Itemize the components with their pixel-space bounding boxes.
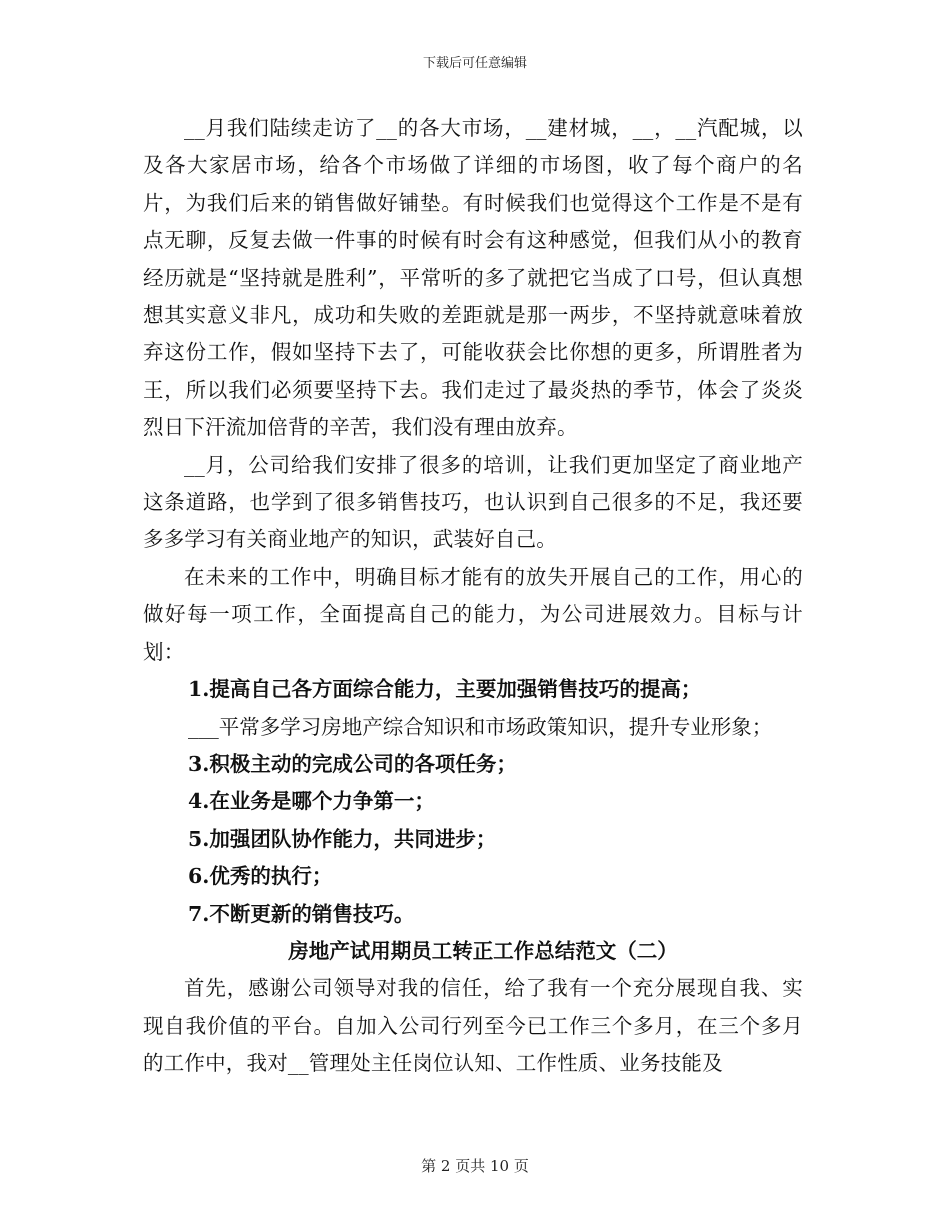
list-item: 6.优秀的执行；	[188, 864, 333, 889]
list-item: 3.积极主动的完成公司的各项任务；	[188, 751, 517, 776]
list-item: 7.不断更新的销售技巧。	[188, 901, 415, 926]
page-header: 下载后可任意编辑	[422, 56, 527, 71]
paragraph-gratitude: 首先，感谢公司领导对我的信任，给了我有一个充分展现自我、实现自我价值的平台。自加入公司行列至今已工作三个多月，在三个多月的工作中，我对__管理处主任岗位认知、工作性质、业务技能及	[143, 976, 803, 1076]
page-footer: 第 2 页共 10 页	[421, 1157, 529, 1175]
list-item: 1.提高自己各方面综合能力，主要加强销售技巧的提高；	[188, 677, 702, 702]
list-item: 4.在业务是哪个力争第一；	[188, 789, 435, 814]
list-item: 5.加强团队协作能力，共同进步；	[188, 826, 497, 851]
paragraph-market-visits: __月我们陆续走访了__的各大市场，__建材城，__，__汽配城，以及各大家居市场，给各个市场做了详细的市场图，收了每个商户的名片，为我们后来的销售做好铺垫。有时候我们也觉得这个工作是不是有点无聊，反复去做一件事的时候有时会有这种感觉，但我们从小的教育经历就是“坚持就是胜利”，平常听的多了就把它当成了口号，但认真想想其实意义非凡，成功和失败的差距就是那一两步，不坚持就意味着放弃这份工作，假如坚持下去了，可能收获会比你想的更多，所谓胜者为王，所以我们必须要坚持下去。我们走过了最炎热的季节，体会了炎炎烈日下汗流加倍背的辛苦，我们没有理由放弃。	[143, 116, 803, 440]
paragraph-goals: 在未来的工作中，明确目标才能有的放失开展自己的工作，用心的做好每一项工作，全面提高自己的能力，为公司进展效力。目标与计划：	[143, 564, 803, 664]
paragraph-training: __月，公司给我们安排了很多的培训，让我们更加坚定了商业地产这条道路，也学到了很多销售技巧，也认识到自己很多的不足，我还要多多学习有关商业地产的知识，武装好自己。	[143, 452, 803, 552]
document-body	[143, 110, 803, 1083]
list-item: ___平常多学习房地产综合知识和市场政策知识，提升专业形象；	[188, 714, 773, 739]
section-title: 房地产试用期员工转正工作总结范文（二）	[288, 938, 678, 963]
goals-list	[143, 671, 803, 933]
